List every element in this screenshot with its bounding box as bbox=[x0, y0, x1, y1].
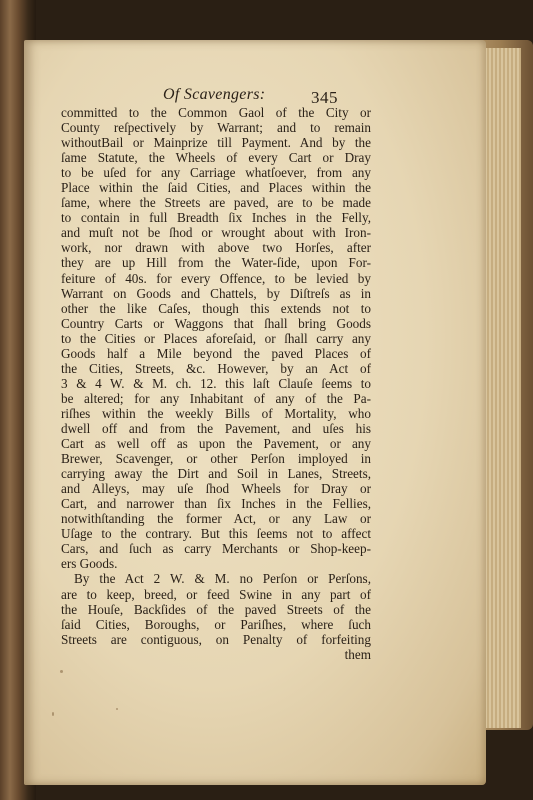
text-line: ers Goods. bbox=[61, 556, 118, 572]
paper-speck bbox=[116, 708, 118, 710]
text-line: the Houſe, Backſides of the paved Streets of the bbox=[61, 601, 371, 617]
text-line: other the like Caſes, though this extends not to bbox=[61, 300, 371, 316]
text-line: the Cities, Streets, &c. However, by an Act of bbox=[61, 360, 371, 376]
text-line: be altered; for any Inhabitant of any of the Pa- bbox=[61, 390, 371, 406]
text-line: to be uſed for any Carriage whatſoever, from any bbox=[61, 165, 371, 181]
text-line: Warrant on Goods and Chattels, by Diſtreſs as in bbox=[61, 285, 371, 301]
text-line: ſame Statute, the Wheels of every Cart or Dray bbox=[61, 150, 371, 166]
catchword: them bbox=[344, 646, 371, 662]
text-line: notwithſtanding the former Act, or any Law or bbox=[61, 511, 371, 527]
text-line: they are up Hill from the Water-ſide, upon For- bbox=[61, 255, 371, 271]
text-line: Brewer, Scavenger, or other Perſon imployed in bbox=[61, 451, 371, 467]
text-line: are to keep, breed, or feed Swine in any part of bbox=[61, 586, 371, 602]
page-number: 345 bbox=[311, 88, 338, 107]
text-line: committed to the Common Gaol of the City or bbox=[61, 105, 371, 120]
text-line: By the Act 2 W. & M. no Perſon or Perſons, bbox=[74, 571, 371, 587]
text-line: dwell off and from the Pavement, and uſes his bbox=[61, 420, 371, 436]
text-line: Country Carts or Waggons that ſhall bring Goods bbox=[61, 315, 371, 331]
body-text bbox=[61, 105, 371, 662]
text-line: work, nor drawn with above two Horſes, after bbox=[61, 240, 371, 256]
text-line: Cars, and ſuch as carry Merchants or Shop-keep- bbox=[61, 541, 371, 557]
paper-speck bbox=[52, 712, 54, 716]
text-line: and muſt not be ſhod or wrought about with Iron- bbox=[61, 225, 371, 241]
text-line: feiture of 40s. for every Offence, to be levied by bbox=[61, 270, 371, 286]
text-line: to contain in full Breadth ſix Inches in the Felly, bbox=[61, 210, 371, 226]
running-title: Of Scavengers: bbox=[163, 86, 266, 103]
text-line: Uſage to the contrary. But this ſeems not to affect bbox=[61, 526, 371, 542]
text-line: and Alleys, may uſe ſhod Wheels for Dray or bbox=[61, 481, 371, 497]
paper-speck bbox=[60, 670, 63, 673]
text-line: County reſpectively by Warrant; and to remain bbox=[61, 120, 371, 136]
text-line: riſhes within the weekly Bills of Mortality, who bbox=[61, 405, 371, 421]
text-line: ſaid Cities, Boroughs, or Pariſhes, where ſuch bbox=[61, 616, 371, 632]
text-line: ſame, where the Streets are paved, are to be made bbox=[61, 195, 371, 211]
text-line: withoutBail or Mainprize till Payment. And by the bbox=[61, 135, 371, 151]
text-line: Streets are contiguous, on Penalty of forfeiting bbox=[61, 631, 371, 647]
text-line: carrying away the Dirt and Soil in Lanes, Streets, bbox=[61, 466, 371, 482]
text-line: Goods half a Mile beyond the paved Places of bbox=[61, 345, 371, 361]
text-line: Cart, and narrower than ſix Inches in the Fellies, bbox=[61, 496, 371, 512]
text-line: 3 & 4 W. & M. ch. 12. this laſt Clauſe ſeems to bbox=[61, 375, 371, 391]
book-page bbox=[24, 40, 486, 785]
text-line: to the Cities or Places aforeſaid, or ſhall carry any bbox=[61, 330, 371, 346]
text-line: Place within the ſaid Cities, and Places within the bbox=[61, 180, 371, 196]
text-line: Cart as well off as upon the Pavement, or any bbox=[61, 436, 371, 452]
